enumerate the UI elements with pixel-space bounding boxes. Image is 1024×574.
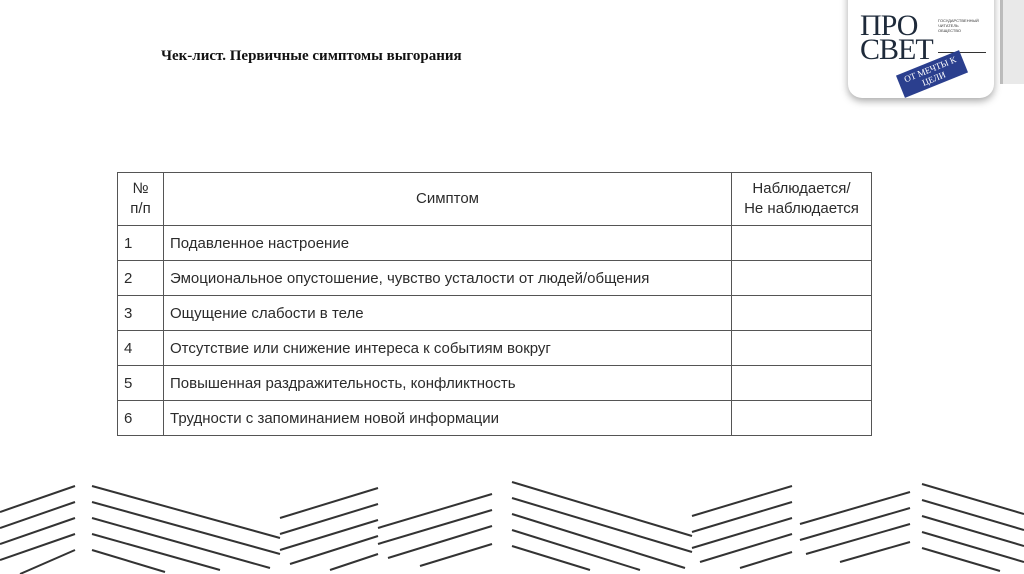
row-number: 4: [118, 331, 164, 366]
header-number-line1: №: [132, 180, 149, 197]
page-title: Чек-лист. Первичные симптомы выгорания: [161, 48, 462, 64]
row-symptom: Трудности с запоминанием новой информации: [164, 401, 732, 436]
table-row: [118, 401, 872, 436]
header-observed-line2: Не наблюдается: [744, 200, 859, 217]
header-number: [118, 173, 164, 226]
row-observed-cell[interactable]: [732, 226, 872, 261]
logo-word-bottom: СВЕТ: [860, 33, 933, 66]
logo-side-line: [1000, 0, 1003, 84]
table-row: [118, 226, 872, 261]
table-header-row: [118, 173, 872, 226]
row-number: 1: [118, 226, 164, 261]
table-row: [118, 296, 872, 331]
logo-divider: [938, 52, 986, 53]
row-symptom: Подавленное настроение: [164, 226, 732, 261]
row-symptom: Повышенная раздражительность, конфликтность: [164, 366, 732, 401]
header-number-line2: п/п: [130, 200, 151, 217]
row-observed-cell[interactable]: [732, 331, 872, 366]
row-symptom: Отсутствие или снижение интереса к событиям вокруг: [164, 331, 732, 366]
decorative-chevron-pattern: [0, 472, 1024, 574]
row-number: 3: [118, 296, 164, 331]
symptom-checklist-table: [117, 172, 872, 436]
table-row: [118, 366, 872, 401]
row-observed-cell[interactable]: [732, 401, 872, 436]
header-observed-line1: Наблюдается/: [752, 180, 851, 197]
row-number: 2: [118, 261, 164, 296]
row-symptom: Эмоциональное опустошение, чувство усталости от людей/общения: [164, 261, 732, 296]
row-symptom: Ощущение слабости в теле: [164, 296, 732, 331]
table-row: [118, 261, 872, 296]
row-number: 5: [118, 366, 164, 401]
row-observed-cell[interactable]: [732, 261, 872, 296]
logo-word-top: ПРО: [860, 9, 918, 42]
chevron-lines: [0, 482, 1024, 574]
header-symptom: Симптом: [164, 173, 732, 226]
row-number: 6: [118, 401, 164, 436]
row-observed-cell[interactable]: [732, 366, 872, 401]
header-observed: [732, 173, 872, 226]
logo-stamp: ОТ МЕЧТЫ К ЦЕЛИ: [896, 50, 968, 98]
logo-side-bar: [1000, 0, 1024, 84]
logo-tagline: ГОСУДАРСТВЕННЫЙ ЧИТАТЕЛЬ ОБЩЕСТВО: [938, 18, 979, 33]
row-observed-cell[interactable]: [732, 296, 872, 331]
table-row: [118, 331, 872, 366]
